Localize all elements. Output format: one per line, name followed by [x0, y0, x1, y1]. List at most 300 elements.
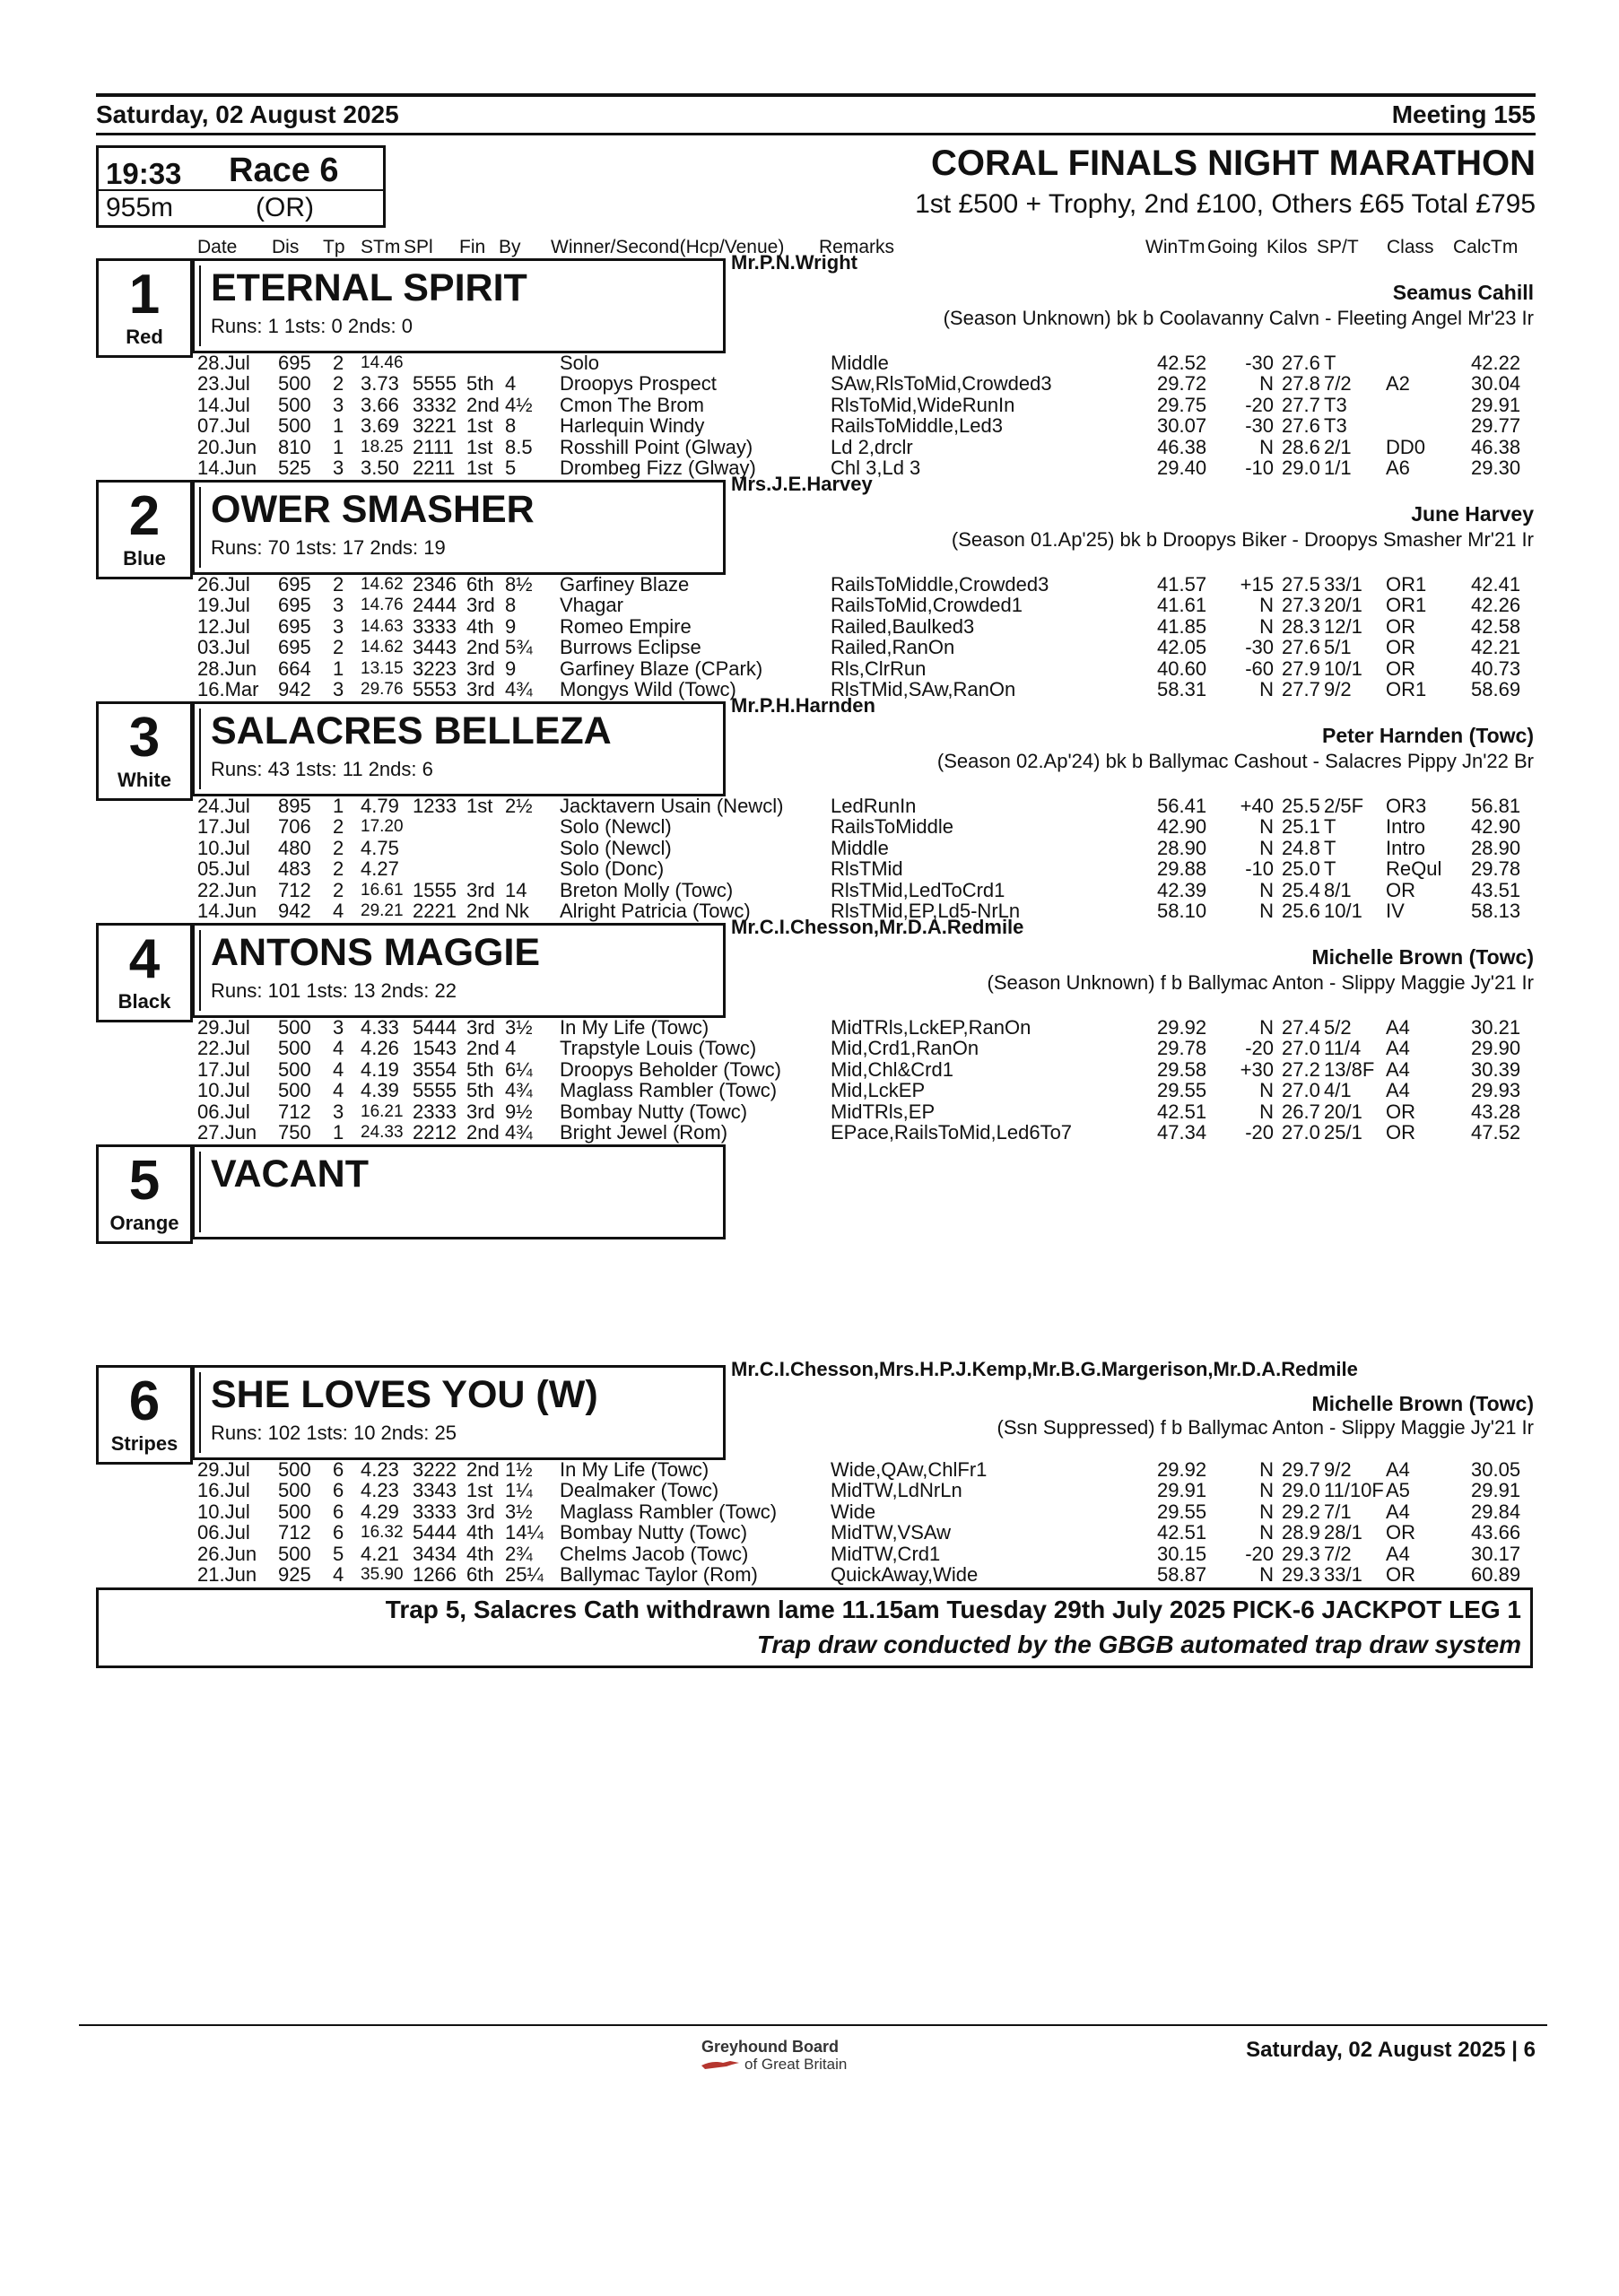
run-kilos: 27.6: [1282, 414, 1320, 438]
run-class: Intro: [1386, 836, 1426, 859]
run-class: OR: [1386, 614, 1415, 638]
run-date: 19.Jul: [197, 594, 250, 617]
owner: Mrs.J.E.Harvey: [731, 473, 873, 495]
run-kilos: 29.0: [1282, 456, 1320, 479]
run-calc-time: 58.69: [1471, 677, 1521, 700]
run-date: 28.Jul: [197, 352, 250, 374]
run-trap: 2: [333, 352, 344, 374]
run-kilos: 29.3: [1282, 1542, 1320, 1565]
run-finish: 3rd: [466, 878, 495, 901]
run-going: N: [1259, 878, 1274, 901]
run-kilos: 27.7: [1282, 677, 1320, 700]
run-win-time: 29.92: [1157, 1458, 1207, 1481]
run-going: -20: [1245, 1542, 1274, 1565]
run-date: 23.Jul: [197, 372, 250, 396]
run-trap: 6: [333, 1458, 344, 1481]
run-by: 1¼: [505, 1479, 533, 1502]
column-header: Winner/Second(Hcp/Venue): [551, 237, 785, 257]
run-kilos: 27.6: [1282, 352, 1320, 374]
run-win-time: 30.07: [1157, 414, 1207, 438]
run-class: A4: [1386, 1079, 1410, 1102]
run-sp: 10/1: [1324, 657, 1362, 680]
run-kilos: 28.9: [1282, 1521, 1320, 1544]
run-remarks: MidTW,Crd1: [831, 1542, 941, 1565]
run-remarks: RailsToMiddle,Crowded3: [831, 573, 1049, 596]
run-class: DD0: [1386, 435, 1426, 458]
run-date: 14.Jun: [197, 899, 257, 922]
run-sp: 5/2: [1324, 1016, 1352, 1039]
run-class: OR3: [1386, 795, 1427, 817]
run-date: 07.Jul: [197, 414, 250, 438]
column-header: CalcTm: [1453, 237, 1519, 257]
run-sectional: 4.23: [361, 1479, 399, 1502]
run-sectional: 3.66: [361, 393, 399, 416]
run-finish: 2nd: [466, 636, 500, 659]
run-sp: T: [1324, 815, 1336, 839]
run-winner-second: Alright Patricia (Towc): [560, 899, 751, 922]
run-distance: 695: [278, 573, 311, 596]
run-calc-time: 47.52: [1471, 1120, 1521, 1144]
run-by: 6¼: [505, 1057, 533, 1081]
run-finish: 3rd: [466, 677, 495, 700]
run-class: OR1: [1386, 594, 1427, 617]
breeding: (Season 01.Ap'25) bk b Droopys Biker - Droopys Smasher Mr'21 Ir: [951, 528, 1534, 551]
run-by: 2¾: [505, 1542, 533, 1565]
run-sp: 33/1: [1324, 1562, 1362, 1586]
run-remarks: Ld 2,drclr: [831, 435, 913, 458]
run-going: -20: [1245, 1037, 1274, 1060]
run-trap: 1: [333, 657, 344, 680]
trap-number: 6: [128, 1370, 161, 1432]
run-trap: 2: [333, 815, 344, 839]
run-distance: 695: [278, 614, 311, 638]
run-finish: 5th: [466, 1057, 494, 1081]
run-finish: 5th: [466, 1079, 494, 1102]
run-win-time: 41.85: [1157, 614, 1207, 638]
run-by: 9: [505, 657, 517, 680]
run-sectional: 14.62: [361, 575, 404, 594]
run-kilos: 27.8: [1282, 372, 1320, 396]
run-trap: 1: [333, 414, 344, 438]
run-calc-time: 43.28: [1471, 1100, 1521, 1123]
run-calc-time: 28.90: [1471, 836, 1521, 859]
run-trap: 4: [333, 1079, 344, 1102]
run-winner-second: Mongys Wild (Towc): [560, 677, 736, 700]
run-going: -60: [1245, 657, 1274, 680]
run-calc-time: 30.39: [1471, 1057, 1521, 1081]
run-finish: 2nd: [466, 899, 500, 922]
run-date: 16.Mar: [197, 677, 259, 700]
run-split-positions: 3222: [413, 1458, 457, 1481]
run-sp: 2/5F: [1324, 795, 1364, 817]
trap-number: 3: [128, 707, 161, 769]
run-trap: 3: [333, 1016, 344, 1039]
run-remarks: Railed,Baulked3: [831, 614, 975, 638]
run-sp: 7/2: [1324, 1542, 1352, 1565]
run-finish: 4th: [466, 1542, 494, 1565]
run-kilos: 26.7: [1282, 1100, 1320, 1123]
run-going: N: [1259, 1458, 1274, 1481]
owner: Mr.C.I.Chesson,Mr.D.A.Redmile: [731, 916, 1024, 938]
run-class: OR: [1386, 657, 1415, 680]
run-kilos: 24.8: [1282, 836, 1320, 859]
run-distance: 695: [278, 636, 311, 659]
run-trap: 2: [333, 372, 344, 396]
run-winner-second: Trapstyle Louis (Towc): [560, 1037, 757, 1060]
run-by: 4: [505, 1037, 517, 1060]
run-winner-second: In My Life (Towc): [560, 1016, 709, 1039]
run-remarks: RailsToMiddle,Led3: [831, 414, 1003, 438]
run-trap: 6: [333, 1521, 344, 1544]
run-trap: 4: [333, 1057, 344, 1081]
run-remarks: EPace,RailsToMid,Led6To7: [831, 1120, 1073, 1144]
run-finish: 1st: [466, 1479, 493, 1502]
run-class: OR: [1386, 1521, 1415, 1544]
run-sp: 20/1: [1324, 594, 1362, 617]
run-going: -20: [1245, 393, 1274, 416]
run-sectional: 4.79: [361, 795, 399, 817]
run-trap: 6: [333, 1500, 344, 1523]
run-winner-second: Harlequin Windy: [560, 414, 705, 438]
run-going: +30: [1240, 1057, 1274, 1081]
run-finish: 6th: [466, 573, 494, 596]
run-sectional: 24.33: [361, 1122, 404, 1142]
owner: Mr.P.H.Harnden: [731, 694, 875, 717]
run-sectional: 4.33: [361, 1016, 399, 1039]
run-class: OR1: [1386, 677, 1427, 700]
run-win-time: 29.92: [1157, 1016, 1207, 1039]
run-going: N: [1259, 1521, 1274, 1544]
run-by: 5¾: [505, 636, 533, 659]
trainer: June Harvey: [1411, 502, 1534, 526]
run-class: A4: [1386, 1037, 1410, 1060]
race-distance: 955m: [106, 193, 174, 222]
run-sp: 2/1: [1324, 435, 1352, 458]
run-sectional: 3.50: [361, 456, 399, 479]
run-split-positions: 3333: [413, 614, 457, 638]
run-winner-second: Rosshill Point (Glway): [560, 435, 753, 458]
run-calc-time: 42.21: [1471, 636, 1521, 659]
run-date: 10.Jul: [197, 836, 250, 859]
run-trap: 4: [333, 1037, 344, 1060]
run-distance: 500: [278, 414, 311, 438]
run-win-time: 41.61: [1157, 594, 1207, 617]
run-finish: 3rd: [466, 657, 495, 680]
run-going: N: [1259, 1016, 1274, 1039]
run-by: 4½: [505, 393, 533, 416]
run-split-positions: 3434: [413, 1542, 457, 1565]
run-winner-second: Jacktavern Usain (Newcl): [560, 795, 784, 817]
run-kilos: 25.4: [1282, 878, 1320, 901]
run-finish: 2nd: [466, 1120, 500, 1144]
run-distance: 483: [278, 857, 311, 881]
run-trap: 4: [333, 899, 344, 922]
run-remarks: LedRunIn: [831, 795, 917, 817]
run-win-time: 29.75: [1157, 393, 1207, 416]
run-remarks: Rls,ClrRun: [831, 657, 927, 680]
run-kilos: 29.0: [1282, 1479, 1320, 1502]
run-winner-second: Solo (Donc): [560, 857, 665, 881]
run-class: OR1: [1386, 573, 1427, 596]
run-win-time: 28.90: [1157, 836, 1207, 859]
run-sp: 4/1: [1324, 1079, 1352, 1102]
owner: Mr.C.I.Chesson,Mrs.H.P.J.Kemp,Mr.B.G.Margerison,Mr.D.A.Redmile: [731, 1358, 1358, 1380]
run-sectional: 4.39: [361, 1079, 399, 1102]
run-remarks: MidTRls,LckEP,RanOn: [831, 1016, 1031, 1039]
run-sp: 8/1: [1324, 878, 1352, 901]
trap-colour: Red: [126, 326, 163, 348]
run-kilos: 25.6: [1282, 899, 1320, 922]
run-split-positions: 5555: [413, 372, 457, 396]
run-calc-time: 56.81: [1471, 795, 1521, 817]
run-going: N: [1259, 1100, 1274, 1123]
logo-text-line2: of Great Britain: [744, 2056, 848, 2073]
run-remarks: RlsTMid,SAw,RanOn: [831, 677, 1016, 700]
run-class: A6: [1386, 456, 1410, 479]
run-trap: 1: [333, 1120, 344, 1144]
run-sectional: 29.21: [361, 900, 404, 920]
dog-stats: Runs: 70 1sts: 17 2nds: 19: [211, 536, 446, 559]
race-notes-box: [96, 1587, 1533, 1668]
breeding: (Season Unknown) f b Ballymac Anton - Slippy Maggie Jy'21 Ir: [987, 971, 1534, 994]
run-winner-second: Bright Jewel (Rom): [560, 1120, 728, 1144]
run-date: 24.Jul: [197, 795, 250, 817]
run-calc-time: 29.30: [1471, 456, 1521, 479]
run-winner-second: Solo: [560, 352, 600, 374]
run-sectional: 14.76: [361, 596, 404, 615]
run-by: 4¾: [505, 677, 533, 700]
run-distance: 895: [278, 795, 311, 817]
run-going: N: [1259, 614, 1274, 638]
run-split-positions: 2444: [413, 594, 457, 617]
run-winner-second: Droopys Prospect: [560, 372, 717, 396]
run-split-positions: 2346: [413, 573, 457, 596]
run-split-positions: 3443: [413, 636, 457, 659]
trainer: Michelle Brown (Towc): [1311, 945, 1534, 969]
run-win-time: 46.38: [1157, 435, 1207, 458]
dog-stats: Runs: 43 1sts: 11 2nds: 6: [211, 758, 433, 780]
run-by: 8.5: [505, 435, 533, 458]
run-calc-time: 42.22: [1471, 352, 1521, 374]
run-kilos: 27.0: [1282, 1079, 1320, 1102]
run-winner-second: Chelms Jacob (Towc): [560, 1542, 749, 1565]
run-date: 05.Jul: [197, 857, 250, 881]
run-win-time: 58.87: [1157, 1562, 1207, 1586]
run-split-positions: 2211: [413, 456, 456, 479]
run-finish: 1st: [466, 414, 493, 438]
run-calc-time: 29.93: [1471, 1079, 1521, 1102]
run-class: A4: [1386, 1500, 1410, 1523]
run-win-time: 41.57: [1157, 573, 1207, 596]
run-remarks: MidTW,VSAw: [831, 1521, 952, 1544]
run-win-time: 42.05: [1157, 636, 1207, 659]
run-trap: 3: [333, 594, 344, 617]
column-header: Going: [1207, 237, 1258, 257]
run-by: 2½: [505, 795, 533, 817]
run-remarks: Wide,QAw,ChlFr1: [831, 1458, 988, 1481]
run-sp: 33/1: [1324, 573, 1362, 596]
run-winner-second: Bombay Nutty (Towc): [560, 1521, 748, 1544]
run-winner-second: Garfiney Blaze (CPark): [560, 657, 763, 680]
run-sectional: 16.21: [361, 1101, 404, 1121]
run-remarks: SAw,RlsToMid,Crowded3: [831, 372, 1052, 396]
run-winner-second: Drombeg Fizz (Glway): [560, 456, 756, 479]
run-sectional: 4.75: [361, 836, 399, 859]
run-date: 21.Jun: [197, 1562, 257, 1586]
run-winner-second: Solo (Newcl): [560, 815, 672, 839]
run-remarks: RailsToMiddle: [831, 815, 953, 839]
run-distance: 695: [278, 352, 311, 374]
column-header: Dis: [272, 237, 300, 257]
race-time: 19:33: [106, 157, 182, 190]
run-kilos: 29.3: [1282, 1562, 1320, 1586]
run-by: 8½: [505, 573, 533, 596]
run-sectional: 4.26: [361, 1037, 399, 1060]
run-class: A2: [1386, 372, 1410, 396]
run-remarks: Chl 3,Ld 3: [831, 456, 921, 479]
run-remarks: Mid,Crd1,RanOn: [831, 1037, 979, 1060]
run-class: Intro: [1386, 815, 1426, 839]
run-sp: T3: [1324, 393, 1347, 416]
run-date: 20.Jun: [197, 435, 257, 458]
run-sectional: 29.76: [361, 679, 404, 699]
run-trap: 3: [333, 1100, 344, 1123]
run-distance: 925: [278, 1562, 311, 1586]
trap-number: 2: [128, 485, 161, 547]
run-kilos: 25.5: [1282, 795, 1320, 817]
run-calc-time: 30.05: [1471, 1458, 1521, 1481]
run-kilos: 27.9: [1282, 657, 1320, 680]
run-trap: 2: [333, 878, 344, 901]
run-trap: 3: [333, 614, 344, 638]
run-sp: 25/1: [1324, 1120, 1362, 1144]
run-going: N: [1259, 815, 1274, 839]
run-trap: 2: [333, 857, 344, 881]
run-date: 29.Jul: [197, 1458, 250, 1481]
run-winner-second: Droopys Beholder (Towc): [560, 1057, 781, 1081]
run-calc-time: 43.66: [1471, 1521, 1521, 1544]
run-going: N: [1259, 836, 1274, 859]
trainer: Michelle Brown (Towc): [1311, 1392, 1534, 1415]
run-finish: 3rd: [466, 1100, 495, 1123]
run-distance: 942: [278, 899, 311, 922]
race-label: Race 6: [229, 152, 339, 189]
run-class: OR: [1386, 878, 1415, 901]
run-sectional: 3.69: [361, 414, 399, 438]
run-going: -30: [1245, 352, 1274, 374]
run-going: N: [1259, 677, 1274, 700]
column-header: Date: [197, 237, 238, 257]
run-going: -30: [1245, 636, 1274, 659]
trap-colour: Black: [118, 990, 171, 1013]
run-trap: 2: [333, 573, 344, 596]
run-split-positions: 3221: [413, 414, 457, 438]
footer-rule: [79, 2024, 1547, 2026]
column-header: Fin: [459, 237, 486, 257]
run-split-positions: 3223: [413, 657, 457, 680]
run-win-time: 58.10: [1157, 899, 1207, 922]
run-win-time: 29.91: [1157, 1479, 1207, 1502]
run-going: N: [1259, 372, 1274, 396]
run-win-time: 29.72: [1157, 372, 1207, 396]
run-win-time: 42.52: [1157, 352, 1207, 374]
run-date: 14.Jun: [197, 456, 257, 479]
run-distance: 712: [278, 1100, 311, 1123]
meeting-number: Meeting 155: [1391, 100, 1536, 128]
run-sp: T: [1324, 857, 1336, 881]
run-sp: T: [1324, 352, 1336, 374]
run-sectional: 3.73: [361, 372, 399, 396]
run-trap: 3: [333, 677, 344, 700]
run-split-positions: 5444: [413, 1521, 457, 1544]
run-winner-second: Maglass Rambler (Towc): [560, 1500, 778, 1523]
run-by: 3½: [505, 1016, 533, 1039]
run-distance: 695: [278, 594, 311, 617]
run-going: N: [1259, 594, 1274, 617]
run-remarks: RlsTMid: [831, 857, 903, 881]
dog-stats: Runs: 1 1sts: 0 2nds: 0: [211, 315, 413, 337]
run-class: A4: [1386, 1542, 1410, 1565]
trap-box: [96, 1144, 193, 1244]
run-kilos: 27.5: [1282, 573, 1320, 596]
run-going: +15: [1240, 573, 1274, 596]
run-date: 10.Jul: [197, 1079, 250, 1102]
run-calc-time: 29.84: [1471, 1500, 1521, 1523]
run-remarks: MidTW,LdNrLn: [831, 1479, 962, 1502]
run-remarks: RlsTMid,LedToCrd1: [831, 878, 1005, 901]
breeding: (Season Unknown) bk b Coolavanny Calvn - Fleeting Angel Mr'23 Ir: [943, 307, 1534, 329]
trap-colour: Stripes: [110, 1432, 178, 1455]
trap-draw-note: Trap draw conducted by the GBGB automated trap draw system: [756, 1631, 1521, 1658]
run-calc-time: 29.90: [1471, 1037, 1521, 1060]
run-winner-second: Vhagar: [560, 594, 623, 617]
run-remarks: RlsTMid,EP,Ld5-NrLn: [831, 899, 1021, 922]
run-sectional: 4.23: [361, 1458, 399, 1481]
run-distance: 664: [278, 657, 311, 680]
run-winner-second: In My Life (Towc): [560, 1458, 709, 1481]
run-sp: 28/1: [1324, 1521, 1362, 1544]
run-date: 17.Jul: [197, 1057, 250, 1081]
run-date: 10.Jul: [197, 1500, 250, 1523]
run-by: 14: [505, 878, 527, 901]
run-going: N: [1259, 899, 1274, 922]
column-header: Class: [1387, 237, 1434, 257]
run-split-positions: 5553: [413, 677, 457, 700]
run-by: 3½: [505, 1500, 533, 1523]
run-kilos: 29.7: [1282, 1458, 1320, 1481]
run-split-positions: 5444: [413, 1016, 457, 1039]
run-remarks: MidTRls,EP: [831, 1100, 936, 1123]
dog-stats: Runs: 102 1sts: 10 2nds: 25: [211, 1422, 457, 1444]
run-split-positions: 1543: [413, 1037, 457, 1060]
race-info-box: [96, 145, 386, 228]
run-class: OR: [1386, 1100, 1415, 1123]
run-finish: 3rd: [466, 1500, 495, 1523]
run-going: N: [1259, 1562, 1274, 1586]
dog-name: ETERNAL SPIRIT: [211, 266, 527, 309]
run-sectional: 18.25: [361, 437, 404, 457]
run-distance: 706: [278, 815, 311, 839]
run-win-time: 40.60: [1157, 657, 1207, 680]
run-by: 14¼: [505, 1521, 544, 1544]
run-date: 29.Jul: [197, 1016, 250, 1039]
run-by: Nk: [505, 899, 529, 922]
run-kilos: 27.3: [1282, 594, 1320, 617]
run-distance: 810: [278, 435, 311, 458]
run-sp: 7/1: [1324, 1500, 1352, 1523]
run-finish: 1st: [466, 456, 493, 479]
run-trap: 1: [333, 435, 344, 458]
